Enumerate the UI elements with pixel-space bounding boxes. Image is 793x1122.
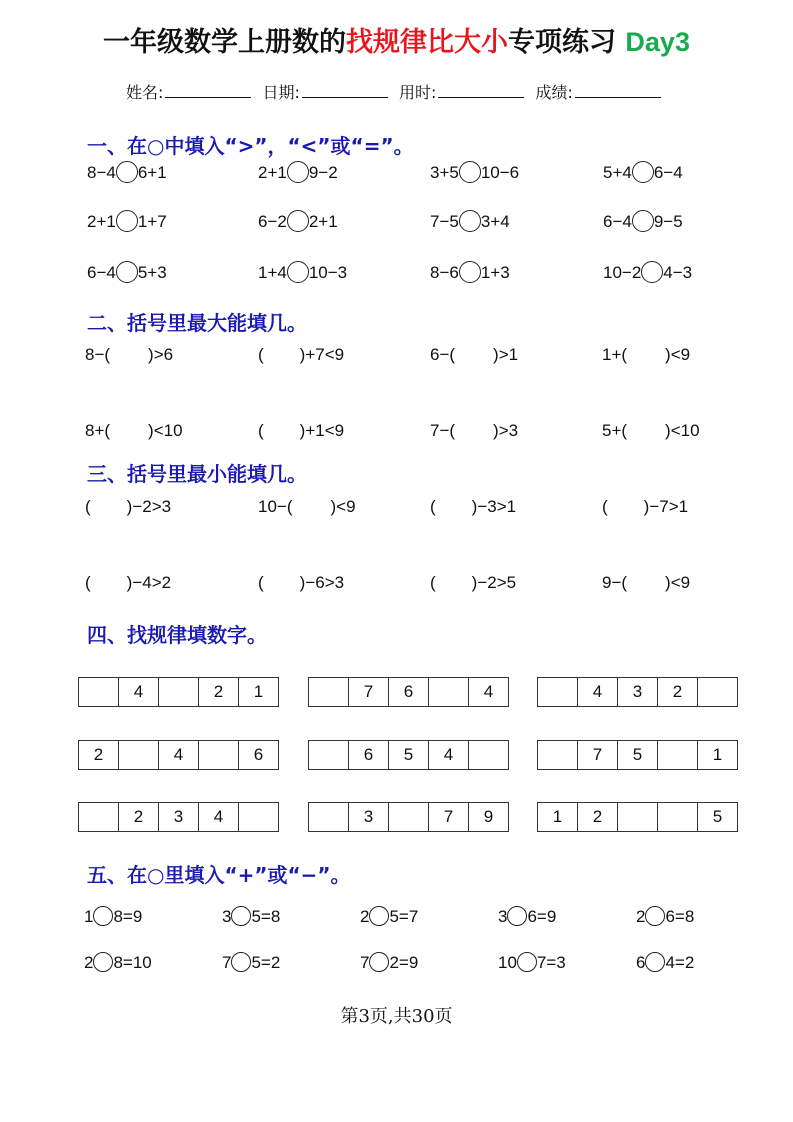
sequence-cell: 1 — [538, 803, 578, 831]
operator-circle[interactable] — [645, 952, 665, 972]
bracket-close: )<10 — [665, 421, 700, 440]
expression-left: 3+5 — [430, 163, 459, 182]
answer-circle[interactable] — [459, 161, 481, 183]
section3-heading: 三、括号里最小能填几。 — [87, 462, 307, 486]
bracket-open: 1+( — [602, 345, 628, 364]
sequence-cell: 2 — [578, 803, 618, 831]
sequence-blank-cell[interactable] — [199, 741, 239, 769]
min-fill-problem — [602, 495, 688, 519]
operand-left: 10 — [498, 953, 517, 972]
max-fill-problem — [85, 343, 173, 367]
bracket-close: )−7>1 — [643, 497, 689, 516]
sequence-blank-cell[interactable] — [538, 678, 578, 706]
sequence-cell: 5 — [618, 741, 658, 769]
name-blank — [165, 83, 251, 98]
student-info-line — [0, 80, 793, 103]
expression-left: 1+4 — [258, 263, 287, 282]
sequence-blank-cell[interactable] — [239, 803, 279, 831]
operand-left: 6 — [636, 953, 646, 972]
max-fill-problem — [602, 343, 690, 367]
answer-circle[interactable] — [459, 261, 481, 283]
operator-circle[interactable] — [645, 906, 665, 926]
max-fill-problem — [430, 343, 518, 367]
operator-circle[interactable] — [93, 906, 113, 926]
number-sequence — [78, 677, 279, 707]
number-sequence — [308, 802, 509, 832]
name-label: 姓名: — [126, 83, 164, 102]
equation-right: 2=9 — [389, 953, 419, 972]
answer-circle[interactable] — [632, 161, 654, 183]
bracket-close: )<9 — [665, 573, 691, 592]
bracket-open: 7−( — [430, 421, 456, 440]
sequence-cell: 5 — [389, 741, 429, 769]
bracket-close: )−2>3 — [126, 497, 172, 516]
answer-circle[interactable] — [459, 210, 481, 232]
answer-circle[interactable] — [287, 261, 309, 283]
operator-problem — [222, 905, 280, 929]
sequence-blank-cell[interactable] — [79, 803, 119, 831]
equation-right: 8=9 — [113, 907, 143, 926]
min-fill-problem — [85, 495, 171, 519]
bracket-close: )>3 — [493, 421, 519, 440]
bracket-close: )>1 — [493, 345, 519, 364]
sequence-cell: 5 — [698, 803, 738, 831]
sequence-blank-cell[interactable] — [309, 803, 349, 831]
number-sequence — [308, 740, 509, 770]
sequence-blank-cell[interactable] — [658, 803, 698, 831]
expression-right: 1+3 — [480, 263, 510, 282]
expression-right: 10−6 — [480, 163, 520, 182]
bracket-open: ( — [430, 497, 436, 516]
operand-left: 3 — [498, 907, 508, 926]
operator-problem — [498, 905, 556, 929]
sequence-cell: 1 — [698, 741, 738, 769]
sequence-cell: 7 — [578, 741, 618, 769]
operand-left: 1 — [84, 907, 94, 926]
equation-right: 5=7 — [389, 907, 419, 926]
compare-problem — [87, 210, 167, 234]
expression-right: 9−2 — [308, 163, 338, 182]
expression-right: 1+7 — [137, 212, 167, 231]
operator-circle[interactable] — [369, 906, 389, 926]
operand-left: 3 — [222, 907, 232, 926]
bracket-close: )−4>2 — [126, 573, 172, 592]
worksheet-title — [0, 20, 793, 59]
expression-left: 6−2 — [258, 212, 287, 231]
min-fill-problem — [85, 571, 171, 595]
equation-right: 8=10 — [113, 953, 152, 972]
sequence-cell: 2 — [658, 678, 698, 706]
operator-problem — [636, 951, 694, 975]
sequence-cell: 7 — [429, 803, 469, 831]
equation-right: 5=2 — [251, 953, 281, 972]
sequence-cell: 3 — [349, 803, 389, 831]
equation-right: 5=8 — [251, 907, 281, 926]
title-day: Day3 — [625, 27, 690, 57]
compare-problem — [430, 161, 519, 185]
compare-problem — [430, 261, 510, 285]
operator-problem — [360, 905, 418, 929]
sequence-blank-cell[interactable] — [389, 803, 429, 831]
answer-circle[interactable] — [116, 261, 138, 283]
max-fill-problem — [602, 419, 700, 443]
compare-problem — [603, 161, 683, 185]
sequence-cell: 4 — [469, 678, 509, 706]
sequence-blank-cell[interactable] — [79, 678, 119, 706]
bracket-open: 8−( — [85, 345, 111, 364]
bracket-open: ( — [85, 497, 91, 516]
date-label: 日期: — [262, 83, 300, 102]
score-blank — [575, 83, 661, 98]
equation-right: 7=3 — [536, 953, 566, 972]
bracket-close: )>6 — [148, 345, 174, 364]
sequence-blank-cell[interactable] — [309, 678, 349, 706]
number-sequence — [537, 677, 738, 707]
equation-right: 4=2 — [665, 953, 695, 972]
bracket-open: ( — [258, 345, 264, 364]
operator-problem — [636, 905, 694, 929]
sequence-cell: 3 — [618, 678, 658, 706]
bracket-open: ( — [258, 421, 264, 440]
sequence-blank-cell[interactable] — [538, 741, 578, 769]
bracket-open: ( — [258, 573, 264, 592]
number-sequence — [537, 740, 738, 770]
answer-circle[interactable] — [116, 210, 138, 232]
section5-heading: 五、在○里填入“+”或“−”。 — [87, 863, 351, 887]
expression-right: 9−5 — [653, 212, 683, 231]
expression-right: 5+3 — [137, 263, 167, 282]
sequence-cell: 4 — [159, 741, 199, 769]
expression-left: 5+4 — [603, 163, 632, 182]
operand-left: 2 — [636, 907, 646, 926]
bracket-open: 6−( — [430, 345, 456, 364]
section2-heading: 二、括号里最大能填几。 — [87, 311, 307, 335]
operator-circle[interactable] — [93, 952, 113, 972]
operator-circle[interactable] — [517, 952, 537, 972]
expression-left: 6−4 — [87, 263, 116, 282]
title-part1: 一年级数学上册数的 — [103, 27, 347, 58]
operator-circle[interactable] — [231, 952, 251, 972]
time-blank — [438, 83, 524, 98]
min-fill-problem — [258, 571, 344, 595]
expression-right: 3+4 — [480, 212, 510, 231]
min-fill-problem — [258, 495, 356, 519]
number-sequence — [537, 802, 738, 832]
operator-circle[interactable] — [507, 906, 527, 926]
operator-problem — [84, 905, 142, 929]
bracket-open: ( — [602, 497, 608, 516]
expression-left: 8−6 — [430, 263, 459, 282]
title-highlight: 找规律比大小 — [346, 27, 509, 58]
sequence-blank-cell[interactable] — [618, 803, 658, 831]
sequence-blank-cell[interactable] — [119, 741, 159, 769]
bracket-close: )+1<9 — [299, 421, 345, 440]
page-number: 第3页,共30页 — [340, 1006, 453, 1027]
answer-circle[interactable] — [632, 210, 654, 232]
min-fill-problem — [602, 571, 690, 595]
bracket-open: 5+( — [602, 421, 628, 440]
expression-left: 2+1 — [87, 212, 116, 231]
max-fill-problem — [85, 419, 183, 443]
bracket-close: )−2>5 — [471, 573, 517, 592]
operand-left: 2 — [360, 907, 370, 926]
number-sequence — [308, 677, 509, 707]
expression-right: 6−4 — [653, 163, 683, 182]
sequence-cell: 4 — [119, 678, 159, 706]
number-sequence — [78, 802, 279, 832]
operator-problem — [222, 951, 280, 975]
bracket-open: 9−( — [602, 573, 628, 592]
sequence-blank-cell[interactable] — [658, 741, 698, 769]
sequence-cell: 6 — [349, 741, 389, 769]
equation-right: 6=8 — [665, 907, 695, 926]
answer-circle[interactable] — [641, 261, 663, 283]
section4-heading: 四、找规律填数字。 — [87, 623, 267, 647]
sequence-blank-cell[interactable] — [469, 741, 509, 769]
sequence-cell: 4 — [429, 741, 469, 769]
sequence-blank-cell[interactable] — [429, 678, 469, 706]
title-part3: 专项练习 — [508, 27, 626, 58]
expression-left: 2+1 — [258, 163, 287, 182]
operator-circle[interactable] — [231, 906, 251, 926]
sequence-cell: 2 — [199, 678, 239, 706]
compare-problem — [258, 161, 338, 185]
sequence-cell: 2 — [119, 803, 159, 831]
compare-problem — [258, 210, 338, 234]
sequence-cell: 3 — [159, 803, 199, 831]
sequence-cell: 1 — [239, 678, 279, 706]
score-label: 成绩: — [535, 83, 573, 102]
expression-left: 8−4 — [87, 163, 116, 182]
bracket-close: )<9 — [330, 497, 356, 516]
min-fill-problem — [430, 571, 516, 595]
answer-circle[interactable] — [287, 210, 309, 232]
compare-problem — [87, 261, 167, 285]
bracket-open: 8+( — [85, 421, 111, 440]
expression-right: 6+1 — [137, 163, 167, 182]
section1-heading: 一、在○中填入“>”，“<”或“=”。 — [87, 134, 414, 158]
sequence-cell: 6 — [389, 678, 429, 706]
expression-right: 4−3 — [663, 263, 693, 282]
time-label: 用时: — [399, 83, 437, 102]
min-fill-problem — [430, 495, 516, 519]
bracket-open: ( — [430, 573, 436, 592]
operand-left: 7 — [222, 953, 232, 972]
sequence-cell: 4 — [578, 678, 618, 706]
sequence-cell: 2 — [79, 741, 119, 769]
max-fill-problem — [430, 419, 518, 443]
expression-right: 10−3 — [308, 263, 348, 282]
sequence-blank-cell[interactable] — [698, 678, 738, 706]
bracket-close: )<9 — [665, 345, 691, 364]
bracket-open: 10−( — [258, 497, 293, 516]
operator-circle[interactable] — [369, 952, 389, 972]
equation-right: 6=9 — [527, 907, 557, 926]
sequence-blank-cell[interactable] — [309, 741, 349, 769]
operator-problem — [498, 951, 566, 975]
compare-problem — [603, 210, 683, 234]
compare-problem — [87, 161, 167, 185]
max-fill-problem — [258, 419, 344, 443]
bracket-close: )<10 — [148, 421, 183, 440]
compare-problem — [603, 261, 692, 285]
number-sequence — [78, 740, 279, 770]
sequence-cell: 6 — [239, 741, 279, 769]
bracket-close: )+7<9 — [299, 345, 345, 364]
bracket-close: )−3>1 — [471, 497, 517, 516]
expression-right: 2+1 — [308, 212, 338, 231]
max-fill-problem — [258, 343, 344, 367]
answer-circle[interactable] — [116, 161, 138, 183]
expression-left: 7−5 — [430, 212, 459, 231]
sequence-blank-cell[interactable] — [159, 678, 199, 706]
bracket-close: )−6>3 — [299, 573, 345, 592]
expression-left: 6−4 — [603, 212, 632, 231]
operand-left: 2 — [84, 953, 94, 972]
answer-circle[interactable] — [287, 161, 309, 183]
operator-problem — [84, 951, 152, 975]
bracket-open: ( — [85, 573, 91, 592]
operand-left: 7 — [360, 953, 370, 972]
sequence-cell: 7 — [349, 678, 389, 706]
sequence-cell: 9 — [469, 803, 509, 831]
compare-problem — [258, 261, 347, 285]
operator-problem — [360, 951, 418, 975]
compare-problem — [430, 210, 510, 234]
date-blank — [302, 83, 388, 98]
sequence-cell: 4 — [199, 803, 239, 831]
expression-left: 10−2 — [603, 263, 642, 282]
